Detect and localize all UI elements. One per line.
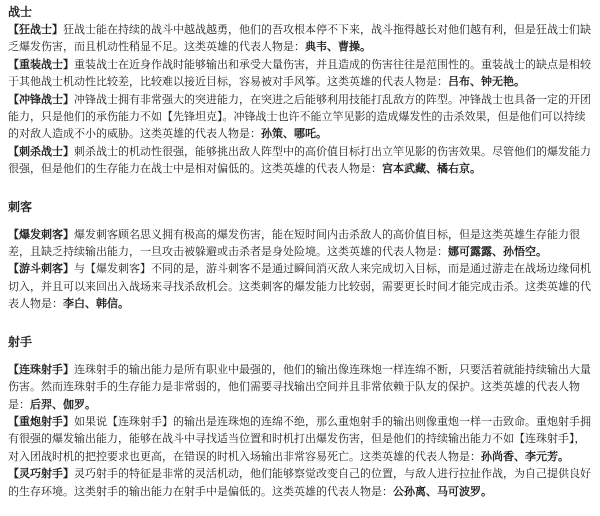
section-title: 射手 bbox=[8, 334, 33, 349]
title-spacer bbox=[8, 351, 594, 361]
list-item bbox=[8, 260, 594, 312]
entry-description: 刺杀战士的机动性很强，能够挑出敌人阵型中的高价值目标打出立竿见影的伤害效果。尽管他们的爆发能力很强，但是他们的生存能力在战士中是相对偏低的。这类英雄的代表人物是： bbox=[8, 144, 591, 176]
list-item bbox=[8, 413, 594, 465]
entry-representatives: 娜可露露、孙悟空。 bbox=[448, 245, 547, 259]
entry-description: 冲锋战士拥有非常强大的突进能力，在突进之后能够利用技能打乱敌方的阵型。冲锋战士也具备一定的开团能力，只是他们的承伤能力不如【先锋坦克】。冲锋战士也许不能立竿见影的造成爆发性的击杀效果，但是他们可以持续的对敌人造成不小的威胁。这类英雄的代表人物是： bbox=[8, 92, 591, 141]
section-title: 刺客 bbox=[8, 199, 33, 214]
entry-term: 【灵巧射手】 bbox=[8, 467, 74, 481]
section-spacer bbox=[8, 178, 594, 199]
entry-description: 连珠射手的输出能力是所有职业中最强的，他们的输出像连珠炮一样连绵不断，只要活着就能持续输出大量伤害。然而连珠射手的生存能力是非常弱的，他们需要寻找输出空间并且非常依赖于队友的保护。这类英雄的代表人物是： bbox=[8, 362, 591, 411]
entry-term: 【游斗刺客】 bbox=[8, 262, 74, 276]
section-warrior bbox=[8, 4, 594, 178]
entry-representatives: 孙尚香、李元芳。 bbox=[481, 449, 569, 463]
entry-representatives: 孙策、哪吒。 bbox=[261, 127, 327, 141]
entry-representatives: 李白、韩信。 bbox=[63, 297, 129, 311]
entry-term: 【连珠射手】 bbox=[8, 362, 74, 376]
entry-representatives: 后羿、伽罗。 bbox=[30, 397, 96, 411]
section-title: 战士 bbox=[8, 5, 33, 19]
list-item bbox=[8, 91, 594, 143]
entry-representatives: 公孙离、马可波罗。 bbox=[393, 484, 492, 498]
entry-term: 【冲锋战士】 bbox=[8, 92, 74, 106]
entry-representatives: 典韦、曹操。 bbox=[305, 40, 371, 54]
entry-description: 如果说【连珠射手】的输出是连珠炮的连绵不绝，那么重炮射手的输出则像重炮一样一击致命。重炮射手拥有很强的爆发输出能力，能够在战斗中寻找适当位置和时机打出爆发伤害，但是他们的持续输出能力不如【连珠射手】，对入团战时机的把控要求也更高，在错误的时机入场输出非常容易死亡。这类英雄的代表人物是： bbox=[8, 414, 591, 463]
entry-description: 灵巧射手的特征是非常的灵活机动，他们能够察觉改变自己的位置，与敌人进行拉扯作战，为自己提供良好的生存环境。这类射手的输出能力在射手中是偏低的。这类英雄的代表人物是： bbox=[8, 467, 591, 498]
section-marksman bbox=[8, 334, 594, 500]
entry-term: 【重装战士】 bbox=[8, 57, 74, 71]
entry-term: 【刺杀战士】 bbox=[8, 144, 74, 158]
list-item bbox=[8, 21, 594, 56]
list-item bbox=[8, 143, 594, 178]
title-spacer bbox=[8, 216, 594, 226]
section-spacer bbox=[8, 313, 594, 334]
entry-description: 重装战士在近身作战时能够输出和承受大量伤害，并且造成的伤害往往是范围性的。重装战士的缺点是相较于其他战士机动性比较差，比较难以接近目标，容易被对手风筝。这类英雄的代表人物是： bbox=[8, 57, 591, 89]
list-item bbox=[8, 465, 594, 500]
entry-representatives: 宫本武藏、橘右京。 bbox=[382, 162, 481, 176]
entry-description: 爆发刺客顾名思义拥有极高的爆发伤害，能在短时间内击杀敌人的高价值目标，但是这类英雄生存能力很差，且缺乏持续输出能力，一旦攻击被躲避或击杀者是身处险境。这类英雄的代表人物是： bbox=[8, 227, 580, 259]
list-item bbox=[8, 56, 594, 91]
entry-description: 狂战士能在持续的战斗中越战越勇，他们的吾攻根本停不下来，战斗拖得越长对他们越有利，但是狂战士们缺乏爆发伤害，而且机动性稍显不足。这类英雄的代表人物是： bbox=[8, 23, 591, 54]
entry-term: 【狂战士】 bbox=[8, 23, 63, 36]
entry-term: 【爆发刺客】 bbox=[8, 227, 74, 241]
entry-term: 【重炮射手】 bbox=[8, 414, 74, 428]
section-assassin bbox=[8, 199, 594, 313]
list-item bbox=[8, 226, 594, 261]
entry-description: 与【爆发刺客】不同的是，游斗刺客不是通过瞬间消灭敌人来完成切入目标，而是通过游走在战场边缘伺机切入，并且可以来回出入战场来寻找杀敌机会。这类刺客的爆发能力比较弱，需要更长时间才能完成击杀。这类英雄的代表人物是： bbox=[8, 262, 591, 311]
list-item bbox=[8, 361, 594, 413]
entry-representatives: 吕布、钟无艳。 bbox=[448, 75, 525, 89]
